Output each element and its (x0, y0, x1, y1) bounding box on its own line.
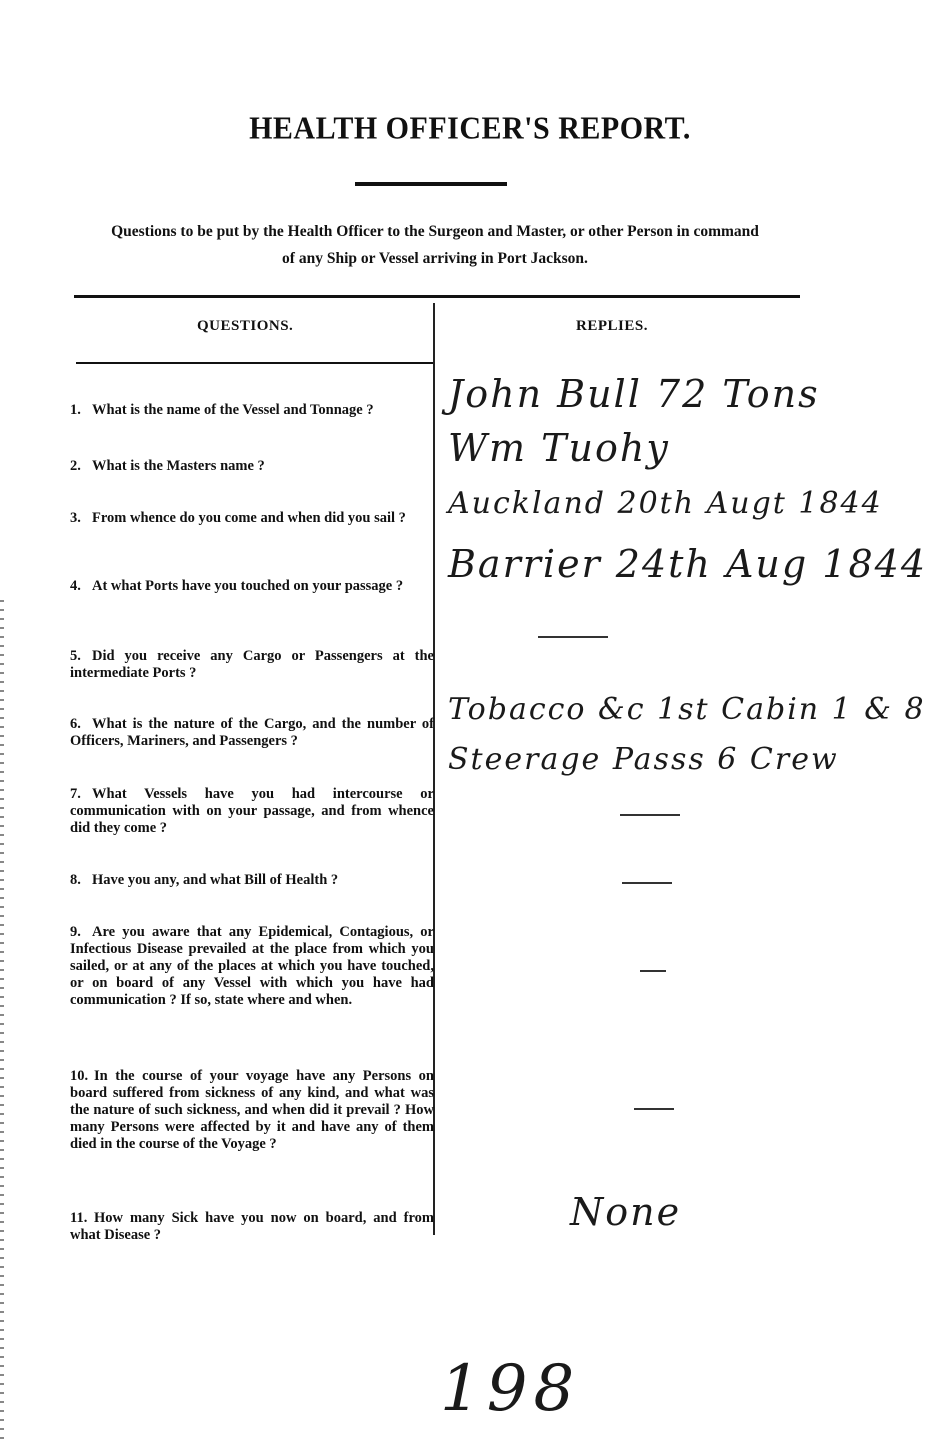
reply-dash (620, 814, 680, 816)
question-text: In the course of your voyage have any Persons on board suffered from sickness of any kind, and what was the nature of such sickness, and when did it prevail ? How many Persons were affected by it and have any of them died in the course of the Voyage ? (70, 1068, 434, 1152)
question-number: 11. (70, 1210, 88, 1226)
replies-column-header: REPLIES. (576, 318, 648, 334)
question-9 (70, 924, 434, 1009)
question-text: How many Sick have you now on board, and from what Disease ? (70, 1210, 434, 1243)
question-number: 3. (70, 510, 81, 526)
questions-column-header: QUESTIONS. (197, 318, 294, 334)
title-underline (355, 182, 507, 186)
intro-text (68, 218, 802, 272)
question-10 (70, 1068, 434, 1153)
question-number: 7. (70, 786, 81, 802)
scan-margin (0, 600, 4, 1440)
question-6 (70, 716, 434, 750)
question-number: 10. (70, 1068, 89, 1084)
question-text: At what Ports have you touched on your passage ? (92, 578, 404, 594)
question-text: Are you aware that any Epidemical, Contagious, or Infectious Disease prevailed at the place from which you sailed, or at any of the places at which you have touched, or on board of any Vessel with which you have had communication ? If so, state where and when. (70, 924, 434, 1008)
question-8 (70, 872, 434, 889)
folio-number: 198 (440, 1352, 581, 1426)
header-divider-rule (76, 362, 433, 364)
question-number: 6. (70, 716, 81, 732)
question-number: 9. (70, 924, 81, 940)
question-1 (70, 402, 434, 419)
question-number: 2. (70, 458, 81, 474)
question-text: Have you any, and what Bill of Health ? (92, 872, 339, 888)
question-2 (70, 458, 434, 475)
question-text: Did you receive any Cargo or Passengers at the intermediate Ports ? (70, 648, 434, 681)
reply-dash (538, 636, 608, 638)
question-text: What is the Masters name ? (92, 458, 265, 474)
page-title: HEALTH OFFICER'S REPORT. (249, 111, 691, 146)
question-number: 5. (70, 648, 81, 664)
question-11 (70, 1210, 434, 1244)
reply-master-name: Wm Tuohy (448, 426, 670, 470)
question-7 (70, 786, 434, 837)
question-text: From whence do you come and when did you sail ? (92, 510, 406, 526)
reply-vessel-tonnage: John Bull 72 Tons (448, 372, 820, 416)
table-top-rule (74, 295, 800, 298)
reply-dash (640, 970, 666, 972)
question-4 (70, 578, 434, 595)
reply-sick: None (570, 1190, 682, 1234)
question-text: What is the name of the Vessel and Tonnage ? (92, 402, 374, 418)
reply-dash (622, 882, 672, 884)
reply-cargo: Tobacco &c 1st Cabin 1 & 8 (448, 692, 926, 727)
question-text: What Vessels have you had intercourse or communication with on your passage, and from whence did they come ? (70, 786, 434, 836)
reply-ports-touched: Barrier 24th Aug 1844 (448, 542, 927, 586)
question-text: What is the nature of the Cargo, and the number of Officers, Mariners, and Passengers ? (70, 716, 434, 749)
intro-line-1: Questions to be put by the Health Officer to the Surgeon and Master, or other Person in command (111, 223, 759, 240)
question-3 (70, 510, 434, 527)
intro-line-2: of any Ship or Vessel arriving in Port Jackson. (282, 250, 588, 267)
question-number: 1. (70, 402, 81, 418)
question-5 (70, 648, 434, 682)
reply-departure: Auckland 20th Augt 1844 (448, 486, 883, 521)
question-number: 4. (70, 578, 81, 594)
reply-crew: Steerage Passs 6 Crew (448, 742, 839, 777)
reply-dash (634, 1108, 674, 1110)
question-number: 8. (70, 872, 81, 888)
